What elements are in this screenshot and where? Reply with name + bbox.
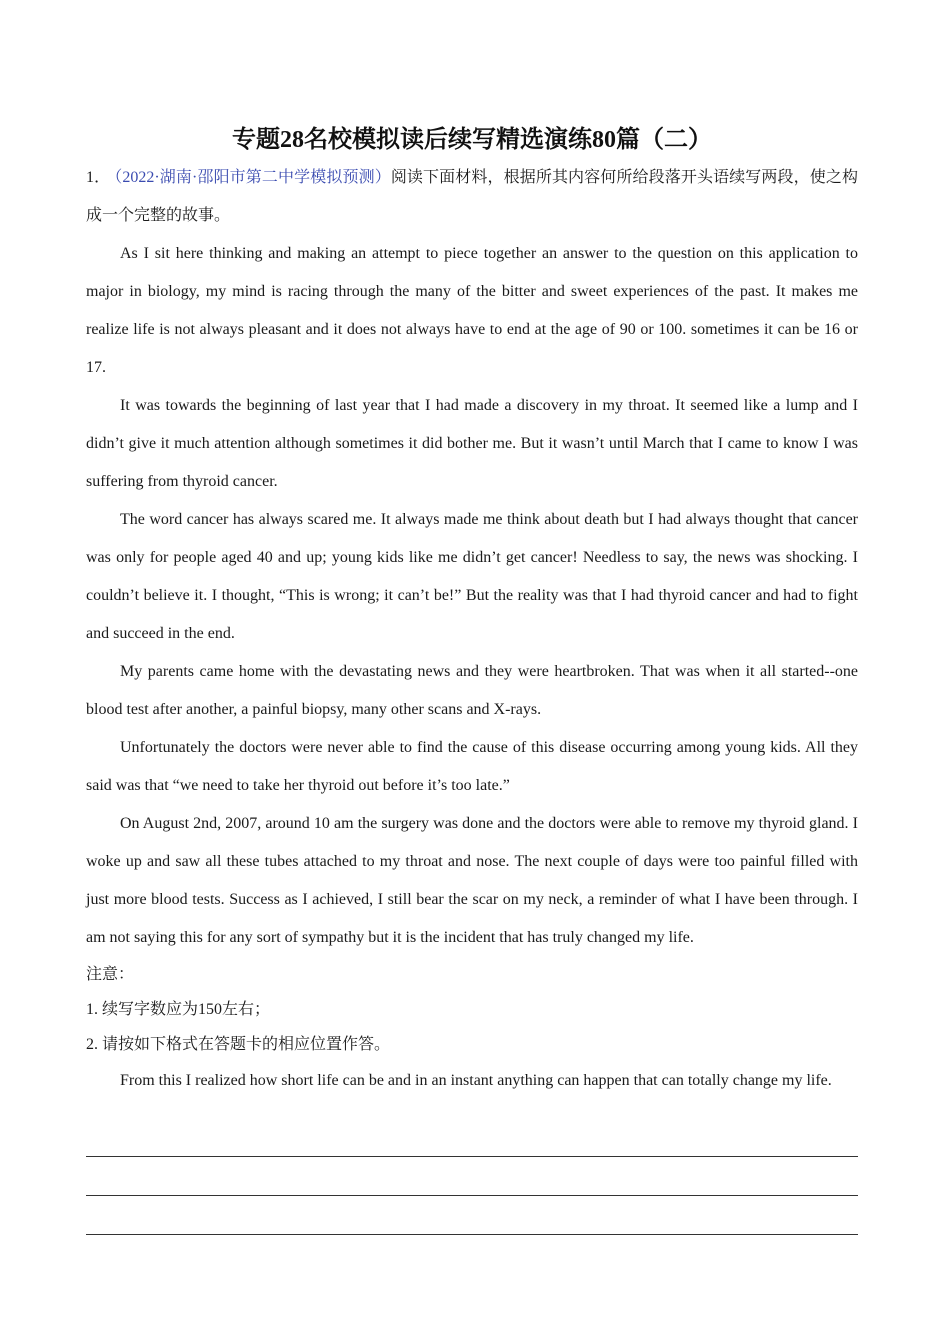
document-body — [86, 159, 858, 1235]
story-paragraph: It was towards the beginning of last year that I had made a discovery in my throat. It seemed like a lump and I didn’t give it much attention although sometimes it did bother me. But it wasn’t until March that I came to know I was suffering from thyroid cancer. — [86, 397, 858, 490]
story-paragraph: On August 2nd, 2007, around 10 am the surgery was done and the doctors were able to remove my thyroid gland. I woke up and saw all these tubes attached to my throat and nose. The next couple of days were too painful filled with just more blood tests. Success as I achieved, I still bear the scar on my neck, a reminder of what I have been through. I am not saying this for any sort of sympathy but it is the incident that has truly changed my life. — [86, 815, 858, 946]
story-paragraph: Unfortunately the doctors were never able to find the cause of this disease occurring among young kids. All they said was that “we need to take her thyroid out before it’s too late.” — [86, 739, 858, 794]
question-number: 1． — [86, 169, 111, 186]
continuation-prompt: From this I realized how short life can be and in an instant anything can happen that can totally change my life. — [120, 1072, 832, 1089]
question-instruction: 阅读下面材料，根据所其内容何所给段落开头语续写两段，使之构成一个完整的故事。 — [86, 169, 858, 224]
notes-heading: 注意： — [86, 966, 135, 983]
story-paragraph: As I sit here thinking and making an attempt to piece together an answer to the question on this application to major in biology, my mind is racing through the many of the bitter and sweet experiences of the past. It makes me realize life is not always pleasant and it does not always have to end at the age of 90 or 100. sometimes it can be 16 or 17. — [86, 245, 858, 376]
question-header — [86, 159, 858, 235]
answer-lines — [86, 1118, 858, 1235]
question-source: （2022·湖南·邵阳市第二中学模拟预测） — [114, 169, 391, 186]
story-paragraph: My parents came home with the devastating news and they were heartbroken. That was when it all started--one blood test after another, a painful biopsy, many other scans and X-rays. — [86, 663, 858, 718]
answer-line[interactable] — [86, 1196, 858, 1235]
note-item: 2. 请按如下格式在答题卡的相应位置作答。 — [86, 1036, 391, 1053]
story-paragraph: The word cancer has always scared me. It always made me think about death but I had always thought that cancer was only for people aged 40 and up; young kids like me didn’t get cancer! Needless to say, the news was shocking. I couldn’t believe it. I thought, “This is wrong; it can’t be!” But the reality was that I had thyroid cancer and had to fight and succeed in the end. — [86, 511, 858, 642]
answer-line[interactable] — [86, 1157, 858, 1196]
answer-line[interactable] — [86, 1118, 858, 1157]
note-item: 1. 续写字数应为150左右； — [86, 1001, 271, 1018]
page-title: 专题28名校模拟读后续写精选演练80篇（二） — [232, 127, 712, 153]
